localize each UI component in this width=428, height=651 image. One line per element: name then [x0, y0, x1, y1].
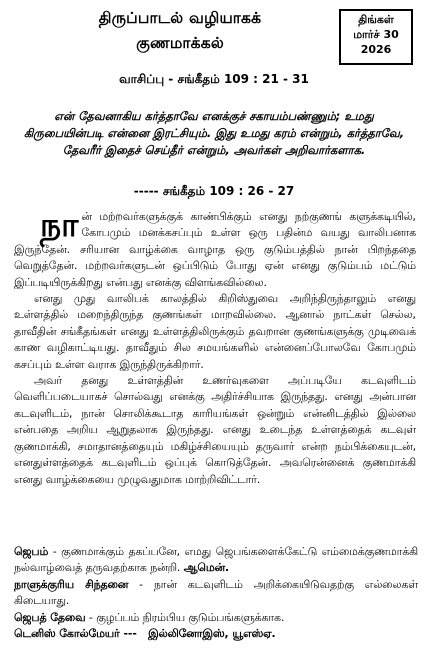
paragraph-3: அவர் தனது உள்ளத்தின் உணர்வுகளை அப்படியே கடவுளிடம் வெளிப்படையாகச் சொல்வது எனக்கு அதிர்ச்சியாக இருந்தது. எனது அன்பான கடவுளிடம், நான் சொலிக்கூடாத காரியங்கள் ஒன்றும் என்னிடத்தில் இல்லை என்பதை அறிய ஆறுதலாக இருந்தது. எனது உடைந்த உள்ளத்தைக் கடவுள் குணமாக்கி, சமாதானத்தையும் மகிழ்ச்சியையும் தருவார் என்ற நம்பிக்கையுடன், எனதுள்ளத்தைக் கடவுளிடம் ஒப்புக் கொடுத்தேன். அவரென்னைக் குணமாக்கி எனது வாழ்க்கையை முழுவதுமாக மாற்றிவிட்டார். [14, 374, 416, 486]
need-text: - குழப்பம் நிரம்பிய குடும்பங்களுக்காக. [85, 610, 285, 624]
prayer-label: ஜெபம் [14, 545, 49, 558]
amen: ஆமென். [183, 561, 230, 575]
date-day: திங்கள் [358, 13, 394, 26]
prayer-text: - குணமாக்கும் தகப்பனே, எமது ஜெபங்களைக்கேட்டு எம்மைக்குணமாக்கி நல்வாழ்வைத் தருவதற்காக நன்றி. [14, 545, 418, 575]
key-verse: என் தேவனாகிய கர்த்தாவே எனக்குச் சகாயம்பண்ணும்; உமது கிருபையின்படி என்னை இரட்சியும். இது உமது கரம் என்றும், கர்த்தாவே, தேவரீர் இதைச் செய்தீர் என்றும், அவர்கள் அறிவார்களாக. [23, 109, 405, 157]
prayer-need [14, 610, 418, 626]
paragraph-1-text: ன் மற்றவர்களுக்குக் காண்பிக்கும் எனது நற்குணங் களுக்கடியில், கோபமும் மனக்கசப்பும் உள்ள ஒரு பதின்ம வயது வாலிபனாக இருந்தேன். சரியான வாழ்க்கை வாழாத ஒரு குடும்பத்தில் நான் பிறந்ததை வெறுத்தேன். மற்றவர்களுடன் ஒப்பிடும் போது ஏன் எனது குடும்பம் மட்டும் இப்படியிருக்கிறது என்பது எனக்கு விளங்கவில்லை. [14, 210, 416, 289]
prayer [14, 544, 418, 577]
author: டெனிஸ் கோல்மேயர் --- இல்லினோஇஸ், யூஎஸ்ஏ. [14, 627, 276, 641]
date-month: மார்ச் 30 [353, 28, 399, 41]
thought-label: நாளுக்குரிய சிந்தனை [14, 577, 129, 591]
page-subtitle: குணமாக்கல் [136, 34, 224, 52]
date-box [339, 9, 413, 65]
need-label: ஜெபத் தேவை [14, 610, 86, 624]
verse-reference: ----- சங்கீதம் 109 : 26 - 27 [133, 184, 295, 198]
devotional-body [14, 205, 416, 488]
thought-text: - நான் கடவுளிடம் அறிக்கையிடுவதற்கு எல்லைகள் கிடையாது. [14, 577, 418, 608]
drop-cap: நா [40, 205, 79, 244]
paragraph-1 [14, 205, 416, 291]
footer [14, 544, 418, 642]
paragraph-2: எனது முது வாலிபக் காலத்தில் கிறிஸ்துவை அறிந்திருந்தாலும் எனது உள்ளத்தில் மறைந்திருந்த குணங்கள் மாறவில்லை. ஆனால் நாட்கள் செல்ல, தாவீதின் சங்கீதங்கள் எனது உள்ளத்திலிருக்கும் தவறான குணங்களுக்கு முடிவைக் காண வழிகாட்டியது. தாவீதும் சில சமயங்களில் என்னைப்போலவே கோபமும் கசப்பும் உள்ள வராக இருந்திருக்கிறார். [14, 292, 416, 371]
page-title: திருப்பாடல் வழியாகக் [98, 9, 262, 27]
reading-reference: வாசிப்பு - சங்கீதம் 109 : 21 - 31 [119, 72, 309, 86]
date-year: 2026 [360, 43, 392, 56]
thought [14, 577, 418, 610]
